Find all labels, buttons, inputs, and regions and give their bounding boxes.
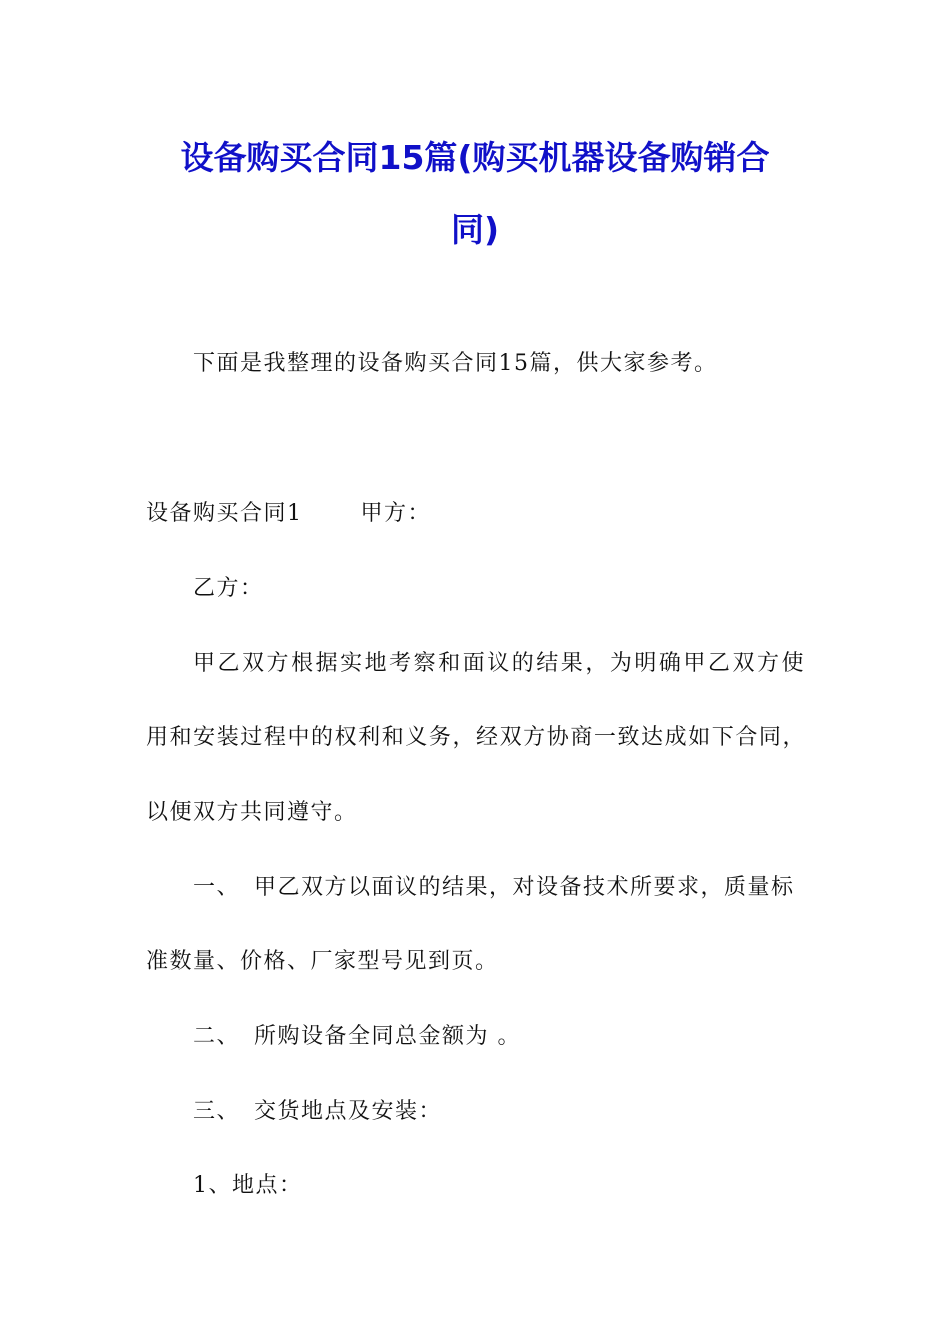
paragraph-1-line-1: 甲乙双方根据实地考察和面议的结果，为明确甲乙双方使 (193, 651, 805, 676)
clause-1-number: 一、 (193, 875, 241, 900)
clause-3-number: 三、 (193, 1099, 241, 1124)
intro-paragraph: 下面是我整理的设备购买合同15篇，供大家参考。 (193, 351, 718, 376)
clause-2-text: 所购设备全同总金额为 。 (254, 1024, 522, 1049)
clause-1-line-1 (193, 870, 795, 901)
section-heading: 设备购买合同1 (146, 501, 303, 526)
sub-item-1: 1、地点： (193, 1173, 303, 1198)
clause-1-text: 甲乙双方以面议的结果，对设备技术所要求，质量标 (254, 875, 795, 900)
document-title-line-2: 同) (450, 210, 500, 249)
party-b-label: 乙方： (193, 576, 264, 601)
clause-3 (193, 1094, 442, 1125)
paragraph-1-line-2: 用和安装过程中的权利和义务，经双方协商一致达成如下合同， (146, 725, 806, 750)
document-title-line-1: 设备购买合同15篇(购买机器设备购销合 (180, 138, 770, 177)
clause-1-line-2: 准数量、价格、厂家型号见到页。 (146, 949, 499, 974)
clause-2-number: 二、 (193, 1024, 241, 1049)
paragraph-1-line-3: 以便双方共同遵守。 (146, 800, 358, 825)
clause-3-text: 交货地点及安装： (254, 1099, 443, 1124)
party-a-label: 甲方： (360, 501, 432, 526)
clause-2 (193, 1019, 521, 1050)
section-heading-line (146, 496, 431, 527)
